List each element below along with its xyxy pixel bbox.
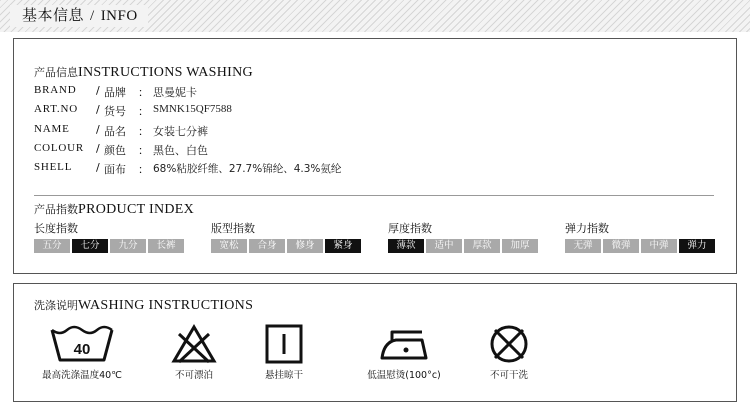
index-scale bbox=[34, 239, 184, 253]
wash-item-bleach bbox=[159, 324, 229, 381]
do-not-dry-clean-icon bbox=[488, 324, 530, 364]
info-key: NAME bbox=[34, 123, 70, 135]
index-group-title: 长度指数 bbox=[34, 222, 78, 235]
header-title-separator: / bbox=[90, 8, 95, 24]
info-colon: ： bbox=[138, 163, 149, 176]
product-index-title-zh: 产品指数 bbox=[34, 203, 78, 216]
info-label: 品名 bbox=[104, 125, 126, 138]
info-label: 货号 bbox=[104, 105, 126, 118]
index-option-selected: 紧身 bbox=[325, 239, 361, 253]
index-group-length bbox=[34, 221, 184, 253]
info-value: SMNK15QF7588 bbox=[153, 103, 232, 115]
info-value: 黑色、白色 bbox=[153, 144, 208, 157]
index-option: 九分 bbox=[110, 239, 146, 253]
index-group-elasticity bbox=[565, 221, 715, 253]
info-label: 面布 bbox=[104, 163, 126, 176]
index-option: 适中 bbox=[426, 239, 462, 253]
info-sep: / bbox=[96, 84, 100, 97]
info-label: 颜色 bbox=[104, 144, 126, 157]
info-value: 女装七分裤 bbox=[153, 125, 208, 138]
index-option: 合身 bbox=[249, 239, 285, 253]
index-option: 五分 bbox=[34, 239, 70, 253]
product-index-title bbox=[34, 201, 194, 218]
wash-40-icon bbox=[50, 324, 114, 364]
index-option: 宽松 bbox=[211, 239, 247, 253]
info-label: 品牌 bbox=[104, 86, 126, 99]
product-info-panel bbox=[13, 38, 737, 274]
index-option: 无弹 bbox=[565, 239, 601, 253]
wash-caption: 不可漂泊 bbox=[174, 370, 213, 381]
header-banner bbox=[0, 0, 750, 32]
product-info-title bbox=[34, 64, 253, 81]
info-key: SHELL bbox=[34, 161, 73, 173]
hang-dry-icon bbox=[264, 324, 304, 364]
wash-item-dry bbox=[254, 324, 314, 381]
index-option-selected: 弹力 bbox=[679, 239, 715, 253]
index-group-title: 版型指数 bbox=[211, 222, 255, 235]
info-colon: ： bbox=[138, 86, 149, 99]
washing-title bbox=[34, 297, 253, 314]
washing-title-en: WASHING INSTRUCTIONS bbox=[78, 298, 254, 313]
index-scale bbox=[565, 239, 715, 253]
info-value: 68%粘胶纤维、27.7%锦纶、4.3%氨纶 bbox=[153, 163, 342, 175]
index-group-title: 厚度指数 bbox=[388, 222, 432, 235]
info-sep: / bbox=[96, 142, 100, 155]
info-colon: ： bbox=[138, 125, 149, 138]
info-key: ART.NO bbox=[34, 103, 78, 115]
index-option-selected: 薄款 bbox=[388, 239, 424, 253]
info-key: COLOUR bbox=[34, 142, 85, 154]
wash-item-iron bbox=[349, 324, 459, 381]
index-group-fit bbox=[211, 221, 361, 253]
info-key: BRAND bbox=[34, 84, 77, 96]
index-scale bbox=[211, 239, 361, 253]
index-option: 微弹 bbox=[603, 239, 639, 253]
index-option: 厚款 bbox=[464, 239, 500, 253]
header-title-zh: 基本信息 bbox=[22, 8, 85, 24]
info-sep: / bbox=[96, 103, 100, 116]
header-title-en: INFO bbox=[100, 8, 138, 24]
product-info-title-zh: 产品信息 bbox=[34, 66, 78, 79]
wash-item-dryclean bbox=[479, 324, 539, 381]
wash-caption: 不可干洗 bbox=[489, 370, 528, 381]
wash-temperature-number: 40 bbox=[73, 341, 91, 358]
info-colon: ： bbox=[138, 105, 149, 118]
section-divider bbox=[34, 195, 714, 196]
low-iron-icon bbox=[378, 324, 430, 364]
washing-title-zh: 洗涤说明 bbox=[34, 299, 78, 312]
info-value: 思曼妮卡 bbox=[153, 86, 197, 99]
product-index-title-en: PRODUCT INDEX bbox=[78, 202, 195, 217]
wash-caption: 最高洗涤温度40℃ bbox=[42, 370, 122, 381]
info-colon: ： bbox=[138, 144, 149, 157]
washing-panel bbox=[13, 283, 737, 402]
index-option-selected: 七分 bbox=[72, 239, 108, 253]
index-group-thickness bbox=[388, 221, 538, 253]
product-info-title-en: INSTRUCTIONS WASHING bbox=[78, 65, 253, 80]
do-not-bleach-icon bbox=[171, 324, 217, 364]
wash-caption: 悬挂晾干 bbox=[264, 370, 303, 381]
index-option: 长裤 bbox=[148, 239, 184, 253]
index-option: 加厚 bbox=[502, 239, 538, 253]
header-title bbox=[10, 5, 148, 27]
wash-item-temperature bbox=[34, 324, 130, 381]
index-option: 中弹 bbox=[641, 239, 677, 253]
index-group-title: 弹力指数 bbox=[565, 222, 609, 235]
info-sep: / bbox=[96, 123, 100, 136]
index-option: 修身 bbox=[287, 239, 323, 253]
index-scale bbox=[388, 239, 538, 253]
info-sep: / bbox=[96, 161, 100, 174]
wash-caption: 低温慰烫(100°c) bbox=[367, 370, 441, 381]
